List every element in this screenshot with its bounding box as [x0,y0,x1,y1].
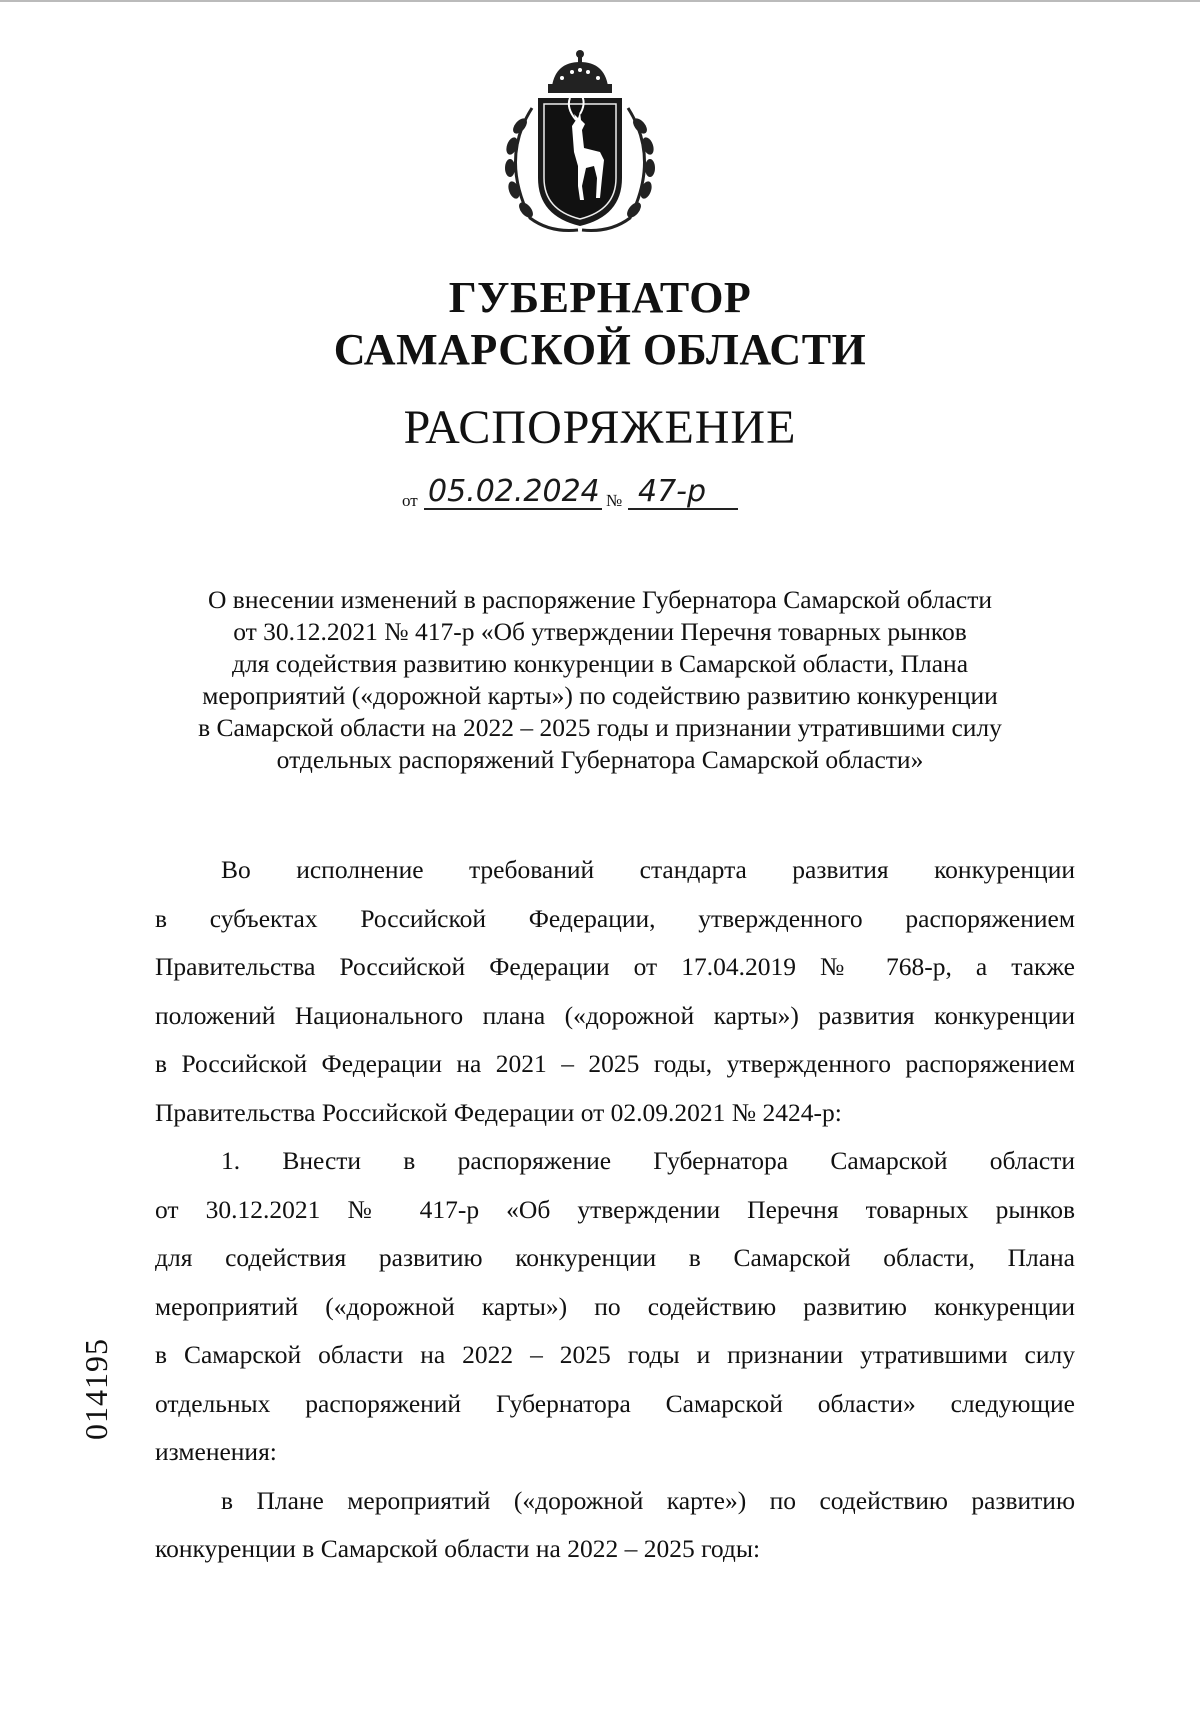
body-line: в Российской Федерации на 2021 – 2025 годы, утвержденного распоряжением [155,1049,1075,1078]
body-line: в субъектах Российской Федерации, утвержденного распоряжением [155,903,1075,933]
body-line: конкуренции в Самарской области на 2022 – 2025 годы: [155,1534,761,1563]
subject-line: О внесении изменений в распоряжение Губернатора Самарской области [207,585,993,614]
scan-top-edge [0,0,1200,2]
subject-line: мероприятий («дорожной карты») по содействию развитию конкуренции [202,681,998,710]
document-type: РАСПОРЯЖЕНИЕ [403,401,797,454]
subject-line: для содействия развитию конкуренции в Самарской области, Плана [231,649,969,678]
body-line: мероприятий («дорожной карты») по содействию развитию конкуренции [155,1291,1075,1321]
registration-side-number: 014195 [78,1338,114,1440]
issuer-title [0,272,1200,376]
number-prefix: № [606,491,623,510]
document-body [155,846,1075,1574]
body-line: изменения: [155,1437,277,1466]
handwritten-date: 05.02.2024 [428,474,600,509]
body-line: Во исполнение требований стандарта развития конкуренции [221,855,1075,884]
subject-line: в Самарской области на 2022 – 2025 годы и признании утратившими силу [198,713,1002,742]
body-line: Правительства Российской Федерации от 17.04.2019 № 768-р, а также [155,952,1075,981]
body-line: в Плане мероприятий («дорожной карте») по содействию развитию [221,1485,1075,1515]
handwritten-number: 47-р [638,474,707,509]
date-number-line [402,476,822,516]
document-subject [150,584,1050,776]
coat-of-arms-emblem [490,48,670,238]
issuer-title-line-1: ГУБЕРНАТОР [448,273,752,322]
body-line: от 30.12.2021 № 417-р «Об утверждении Перечня товарных рынков [155,1194,1075,1224]
date-prefix: от [402,491,418,510]
body-line: 1. Внести в распоряжение Губернатора Самарской области [221,1146,1075,1175]
subject-line: от 30.12.2021 № 417-р «Об утверждении Перечня товарных рынков [233,617,967,646]
subject-line: отдельных распоряжений Губернатора Самарской области» [276,745,924,774]
body-line: положений Национального плана («дорожной карты») развития конкуренции [155,1000,1075,1030]
issuer-title-line-2: САМАРСКОЙ ОБЛАСТИ [333,325,867,374]
body-line: в Самарской области на 2022 – 2025 годы и признании утратившими силу [155,1340,1075,1369]
body-line: отдельных распоряжений Губернатора Самарской области» следующие [155,1388,1075,1418]
body-line: для содействия развитию конкуренции в Самарской области, Плана [155,1243,1075,1272]
body-line: Правительства Российской Федерации от 02.09.2021 № 2424-р: [155,1097,842,1127]
